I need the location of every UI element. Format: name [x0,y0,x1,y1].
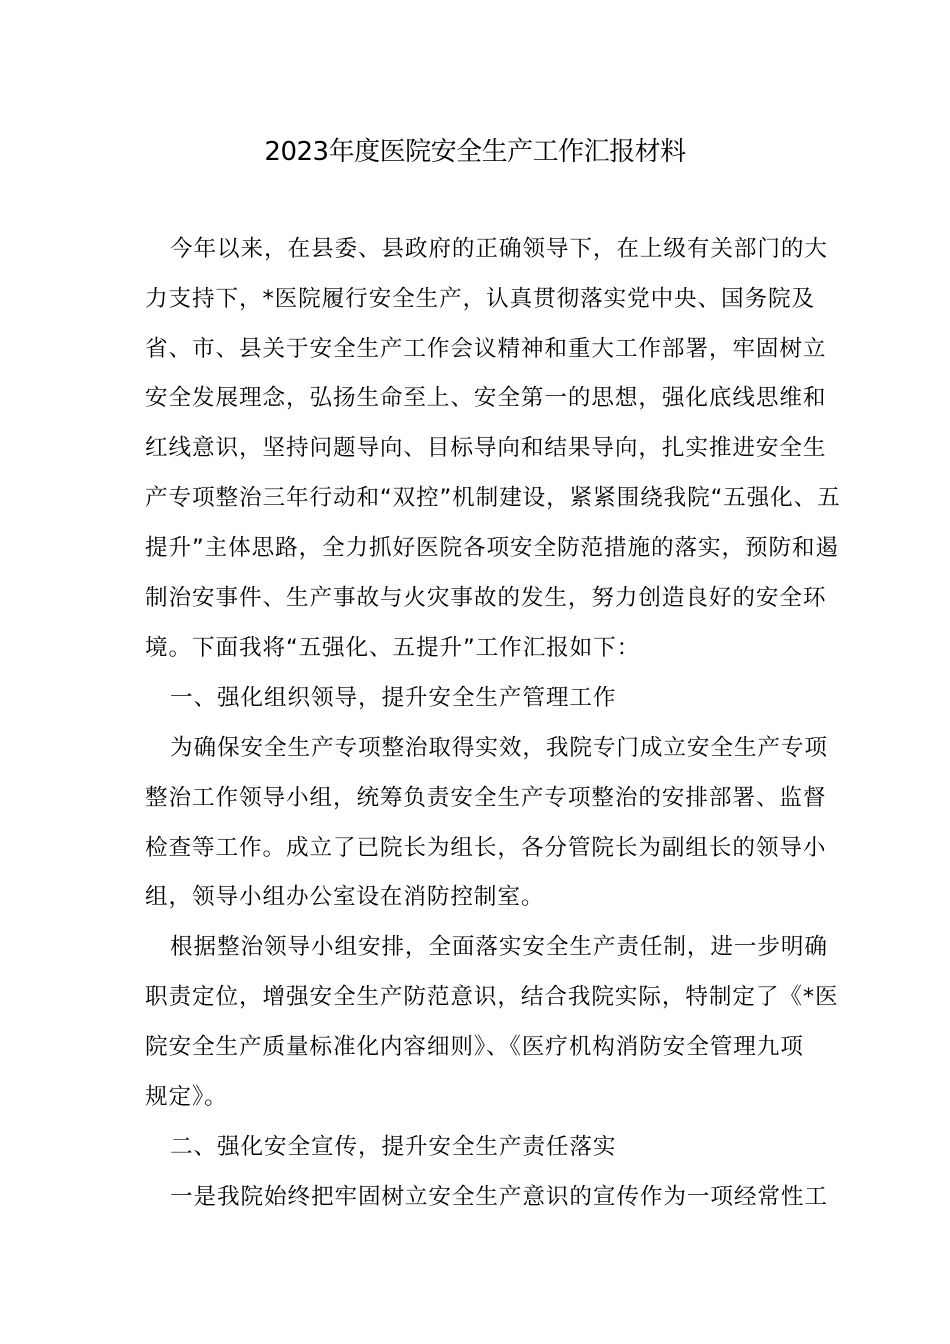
paragraph-line: 规定》。 [145,1084,228,1110]
paragraph-line: 提升”主体思路，全力抓好医院各项安全防范措施的落实，预防和遏 [145,535,839,561]
paragraph-line: 力支持下，*医院履行安全生产，认真贯彻落实党中央、国务院及 [145,286,816,312]
paragraph-line: 职责定位，增强安全生产防范意识，结合我院实际，特制定了《*医 [145,984,839,1010]
paragraph-line: 安全发展理念，弘扬生命至上、安全第一的思想，强化底线思维和 [145,385,827,411]
paragraph-line: 境。下面我将“五强化、五提升”工作汇报如下： [145,635,641,661]
paragraph-line: 整治工作领导小组，统筹负责安全生产专项整治的安排部署、监督 [145,785,827,811]
paragraph-line: 院安全生产质量标准化内容细则》、《医疗机构消防安全管理九项 [145,1034,804,1060]
document-title: 2023年度医院安全生产工作汇报材料 [264,137,686,167]
paragraph-line: 为确保安全生产专项整治取得实效，我院专门成立安全生产专项 [170,735,828,761]
paragraph-line: 产专项整治三年行动和“双控”机制建设，紧紧围绕我院“五强化、五 [145,485,841,511]
paragraph-line: 红线意识，坚持问题导向、目标导向和结果导向，扎实推进安全生 [145,435,827,461]
paragraph-line: 制治安事件、生产事故与火灾事故的发生，努力创造良好的安全环 [145,585,827,611]
section-heading-1: 一、强化组织领导，提升安全生产管理工作 [170,685,617,711]
paragraph-line: 省、市、县关于安全生产工作会议精神和重大工作部署，牢固树立 [145,336,827,362]
section-heading-2: 二、强化安全宣传，提升安全生产责任落实 [170,1134,617,1160]
paragraph-line: 组，领导小组办公室设在消防控制室。 [145,884,545,910]
paragraph-line: 检查等工作。成立了已院长为组长，各分管院长为副组长的领导小 [145,835,827,861]
paragraph-line: 今年以来，在县委、县政府的正确领导下，在上级有关部门的大 [170,236,828,262]
paragraph-line: 一是我院始终把牢固树立安全生产意识的宣传作为一项经常性工 [170,1184,828,1210]
paragraph-line: 根据整治领导小组安排，全面落实安全生产责任制，进一步明确 [170,934,828,960]
